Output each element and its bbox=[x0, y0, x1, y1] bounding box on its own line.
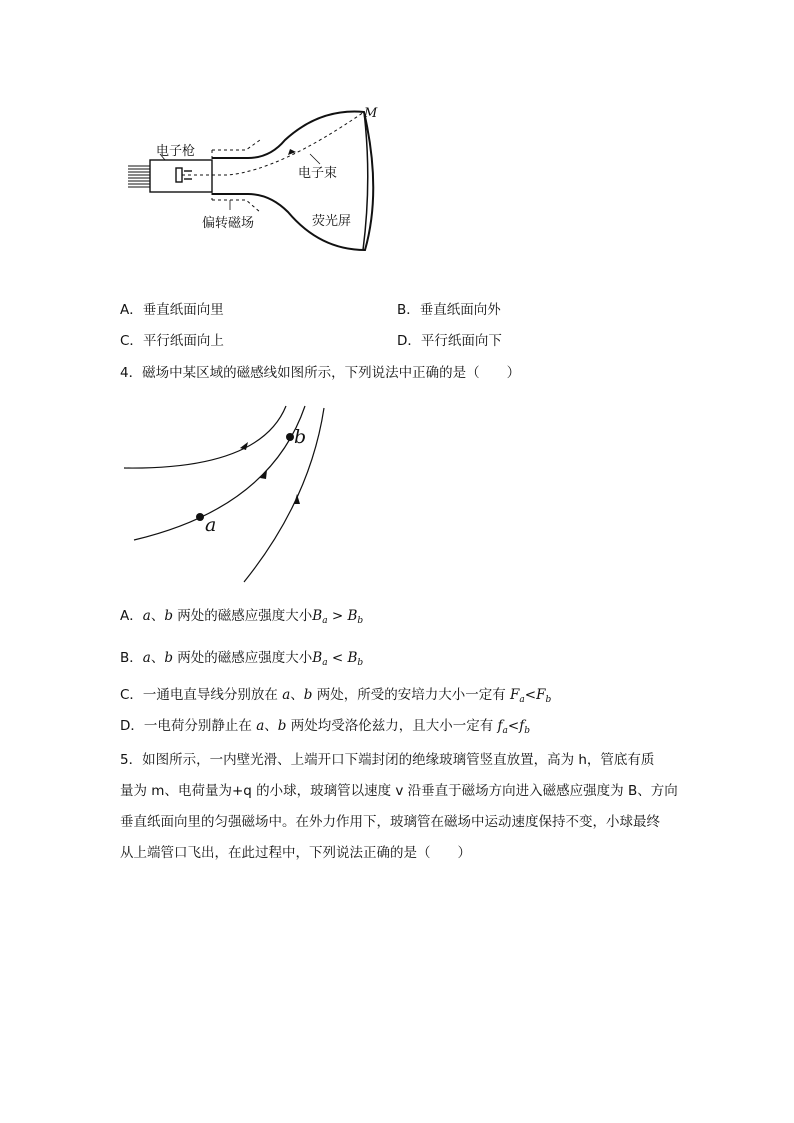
deflect-field bbox=[212, 140, 260, 212]
q3-option-c: C．平行纸面向上 bbox=[120, 333, 224, 349]
q5-line-1: 5．如图所示，一内壁光滑、上端开口下端封闭的绝缘玻璃管竖直放置，高为 h，管底有质 bbox=[120, 752, 655, 768]
field-lines-diagram bbox=[120, 400, 340, 585]
field-lines-figure bbox=[120, 400, 340, 585]
label-b: b bbox=[294, 426, 307, 448]
label-electron-beam: 电子束 bbox=[298, 166, 338, 181]
label-m: M bbox=[364, 106, 378, 121]
field-line-2 bbox=[134, 406, 305, 540]
crt-diagram bbox=[120, 100, 390, 260]
q3-option-a: A．垂直纸面向里 bbox=[120, 302, 224, 318]
label-deflection-field: 偏转磁场 bbox=[202, 216, 255, 231]
q5-line-3: 垂直纸面向里的匀强磁场中。在外力作用下，玻璃管在磁场中运动速度保持不变，小球最终 bbox=[120, 814, 660, 830]
point-b bbox=[286, 433, 294, 441]
field-line-3 bbox=[244, 408, 324, 582]
q4-option-c: C．一通电直导线分别放在 a、b 两处，所受的安培力大小一定有 $F_a<F_b$ bbox=[120, 687, 552, 705]
q3-option-d: D．平行纸面向下 bbox=[397, 333, 502, 349]
q3-option-b: B．垂直纸面向外 bbox=[397, 302, 501, 318]
crt-neck bbox=[150, 160, 212, 192]
field-line-1 bbox=[124, 406, 286, 468]
q4-option-b: B．a、b 两处的磁感应强度大小$B_a < B_b$ bbox=[120, 650, 364, 668]
crt-figure bbox=[120, 100, 390, 260]
q5-line-4: 从上端管口飞出，在此过程中，下列说法正确的是（ ） bbox=[120, 845, 471, 861]
q5-line-2: 量为 m、电荷量为+q 的小球，玻璃管以速度 v 沿垂直于磁场方向进入磁感应强度为 B、方向 bbox=[120, 783, 678, 799]
q4-stem: 4．磁场中某区域的磁感线如图所示，下列说法中正确的是（ ） bbox=[120, 365, 521, 381]
label-a: a bbox=[205, 514, 217, 536]
q4-option-a: A．a、b 两处的磁感应强度大小$B_a > B_b$ bbox=[120, 608, 364, 626]
label-electron-gun: 电子枪 bbox=[156, 144, 196, 159]
point-a bbox=[196, 513, 204, 521]
q4-option-d: D．一电荷分别静止在 a、b 两处均受洛伦兹力，且大小一定有 $f_a<f_b$ bbox=[120, 718, 530, 736]
gun-pins bbox=[128, 166, 150, 187]
label-screen: 荧光屏 bbox=[312, 214, 352, 229]
